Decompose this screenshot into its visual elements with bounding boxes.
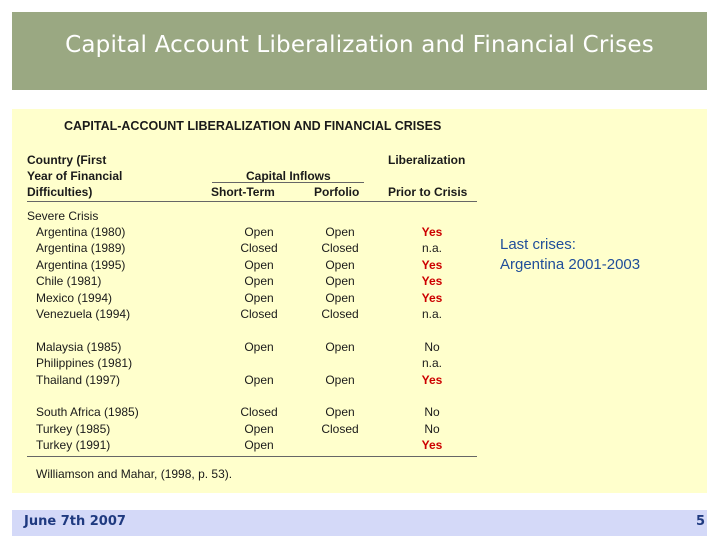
row-portfolio: Open xyxy=(325,257,355,272)
table-image-panel xyxy=(12,109,707,493)
page-number: 5 xyxy=(695,514,705,529)
row-liberalization: No xyxy=(424,405,440,420)
header-prior-to-crisis: Prior to Crisis xyxy=(388,185,468,199)
slide-title-bar xyxy=(12,12,707,90)
row-country: Argentina (1995) xyxy=(36,257,126,272)
row-country: Turkey (1991) xyxy=(36,438,111,453)
row-short-term: Open xyxy=(244,421,274,436)
footer-rule xyxy=(27,456,477,457)
row-short-term: Open xyxy=(244,274,274,289)
row-short-term: Closed xyxy=(240,307,278,321)
row-short-term: Open xyxy=(244,225,274,239)
row-liberalization: No xyxy=(424,339,440,354)
row-liberalization: n.a. xyxy=(421,241,442,256)
row-liberalization: Yes xyxy=(421,290,443,305)
row-liberalization: Yes xyxy=(421,257,443,272)
row-short-term: Open xyxy=(244,372,274,387)
footer-date: June 7th 2007 xyxy=(24,514,126,529)
row-liberalization: Yes xyxy=(421,274,443,289)
header-capital-inflows: Capital Inflows xyxy=(246,169,331,183)
row-portfolio: Open xyxy=(325,339,355,354)
row-short-term: Open xyxy=(244,257,274,272)
row-portfolio: Open xyxy=(325,405,355,420)
row-portfolio: Closed xyxy=(321,307,359,321)
note-line2: Argentina 2001-2003 xyxy=(500,256,641,273)
row-portfolio: Open xyxy=(325,225,355,239)
row-liberalization: n.a. xyxy=(421,356,442,371)
header-rule xyxy=(27,201,477,202)
row-portfolio: Open xyxy=(325,274,355,289)
row-country: South Africa (1985) xyxy=(36,405,139,420)
header-liberalization: Liberalization xyxy=(388,153,466,167)
row-country: Turkey (1985) xyxy=(36,421,111,436)
header-portfolio: Porfolio xyxy=(314,185,360,199)
section-label: Severe Crisis xyxy=(27,209,99,223)
row-short-term: Open xyxy=(244,438,274,453)
row-country: Venezuela (1994) xyxy=(36,307,131,321)
row-country: Malaysia (1985) xyxy=(36,339,122,354)
row-short-term: Open xyxy=(244,339,274,354)
capital-inflows-rule xyxy=(212,182,364,183)
row-liberalization: Yes xyxy=(421,372,443,387)
row-portfolio: Open xyxy=(325,372,355,387)
row-country: Chile (1981) xyxy=(36,274,102,289)
row-short-term: Closed xyxy=(240,405,278,420)
row-liberalization: n.a. xyxy=(421,307,442,321)
slide-footer xyxy=(12,510,707,536)
row-liberalization: Yes xyxy=(421,438,443,453)
row-liberalization: No xyxy=(424,421,440,436)
note-line1: Last crises: xyxy=(500,236,576,253)
slide-title: Capital Account Liberalization and Financial Crises xyxy=(65,32,654,58)
row-country: Mexico (1994) xyxy=(36,290,113,305)
row-country: Argentina (1980) xyxy=(36,225,126,239)
header-country-line1: Country (First xyxy=(27,153,107,167)
row-country: Philippines (1981) xyxy=(36,356,133,371)
row-country: Argentina (1989) xyxy=(36,241,126,256)
header-country-line3: Difficulties) xyxy=(27,185,93,199)
row-country: Thailand (1997) xyxy=(36,372,121,387)
row-portfolio: Closed xyxy=(321,421,359,436)
row-short-term: Open xyxy=(244,290,274,305)
table-title: CAPITAL-ACCOUNT LIBERALIZATION AND FINANCIAL CRISES xyxy=(64,119,442,133)
row-short-term: Closed xyxy=(240,241,278,256)
header-short-term: Short-Term xyxy=(211,185,275,199)
last-crises-note xyxy=(500,235,640,275)
table-source: Williamson and Mahar, (1998, p. 53). xyxy=(36,467,233,481)
header-country-line2: Year of Financial xyxy=(27,169,123,183)
row-liberalization: Yes xyxy=(421,225,443,239)
row-portfolio: Closed xyxy=(321,241,359,256)
row-portfolio: Open xyxy=(325,290,355,305)
